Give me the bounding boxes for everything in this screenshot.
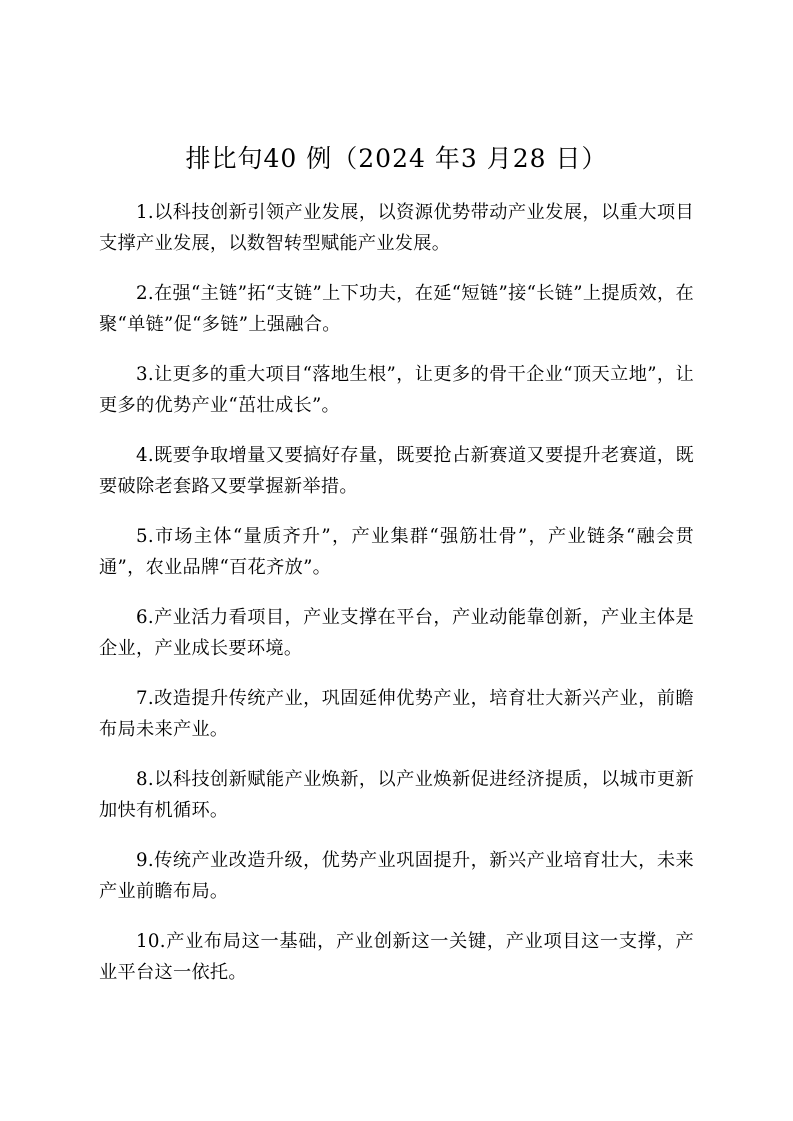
list-item: 7.改造提升传统产业，巩固延伸优势产业，培育壮大新兴产业，前瞻布局未来产业。 <box>99 688 694 740</box>
list-item: 4.既要争取增量又要搞好存量，既要抢占新赛道又要提升老赛道，既要破除老套路又要掌握新举措。 <box>99 445 694 497</box>
document-title: 排比句40 例（2024 年3 月28 日） <box>185 144 608 173</box>
list-item: 8.以科技创新赋能产业焕新，以产业焕新促进经济提质，以城市更新加快有机循环。 <box>99 769 694 821</box>
list-item: 3.让更多的重大项目“落地生根”，让更多的骨干企业“顶天立地”，让更多的优势产业“茁壮成长”。 <box>99 364 694 416</box>
document-body <box>99 197 694 1007</box>
list-item: 9.传统产业改造升级，优势产业巩固提升，新兴产业培育壮大，未来产业前瞻布局。 <box>99 850 694 902</box>
list-item: 1.以科技创新引领产业发展，以资源优势带动产业发展，以重大项目支撑产业发展，以数智转型赋能产业发展。 <box>99 202 694 254</box>
list-item: 5.市场主体“量质齐升”，产业集群“强筋壮骨”，产业链条“融会贯通”，农业品牌“百花齐放”。 <box>99 526 694 578</box>
list-item: 2.在强“主链”拓“支链”上下功夫，在延“短链”接“长链”上提质效，在聚“单链”促“多链”上强融合。 <box>99 283 694 335</box>
list-item: 6.产业活力看项目，产业支撑在平台，产业动能靠创新，产业主体是企业，产业成长要环境。 <box>99 607 694 659</box>
list-item: 10.产业布局这一基础，产业创新这一关键，产业项目这一支撑，产业平台这一依托。 <box>99 931 694 983</box>
